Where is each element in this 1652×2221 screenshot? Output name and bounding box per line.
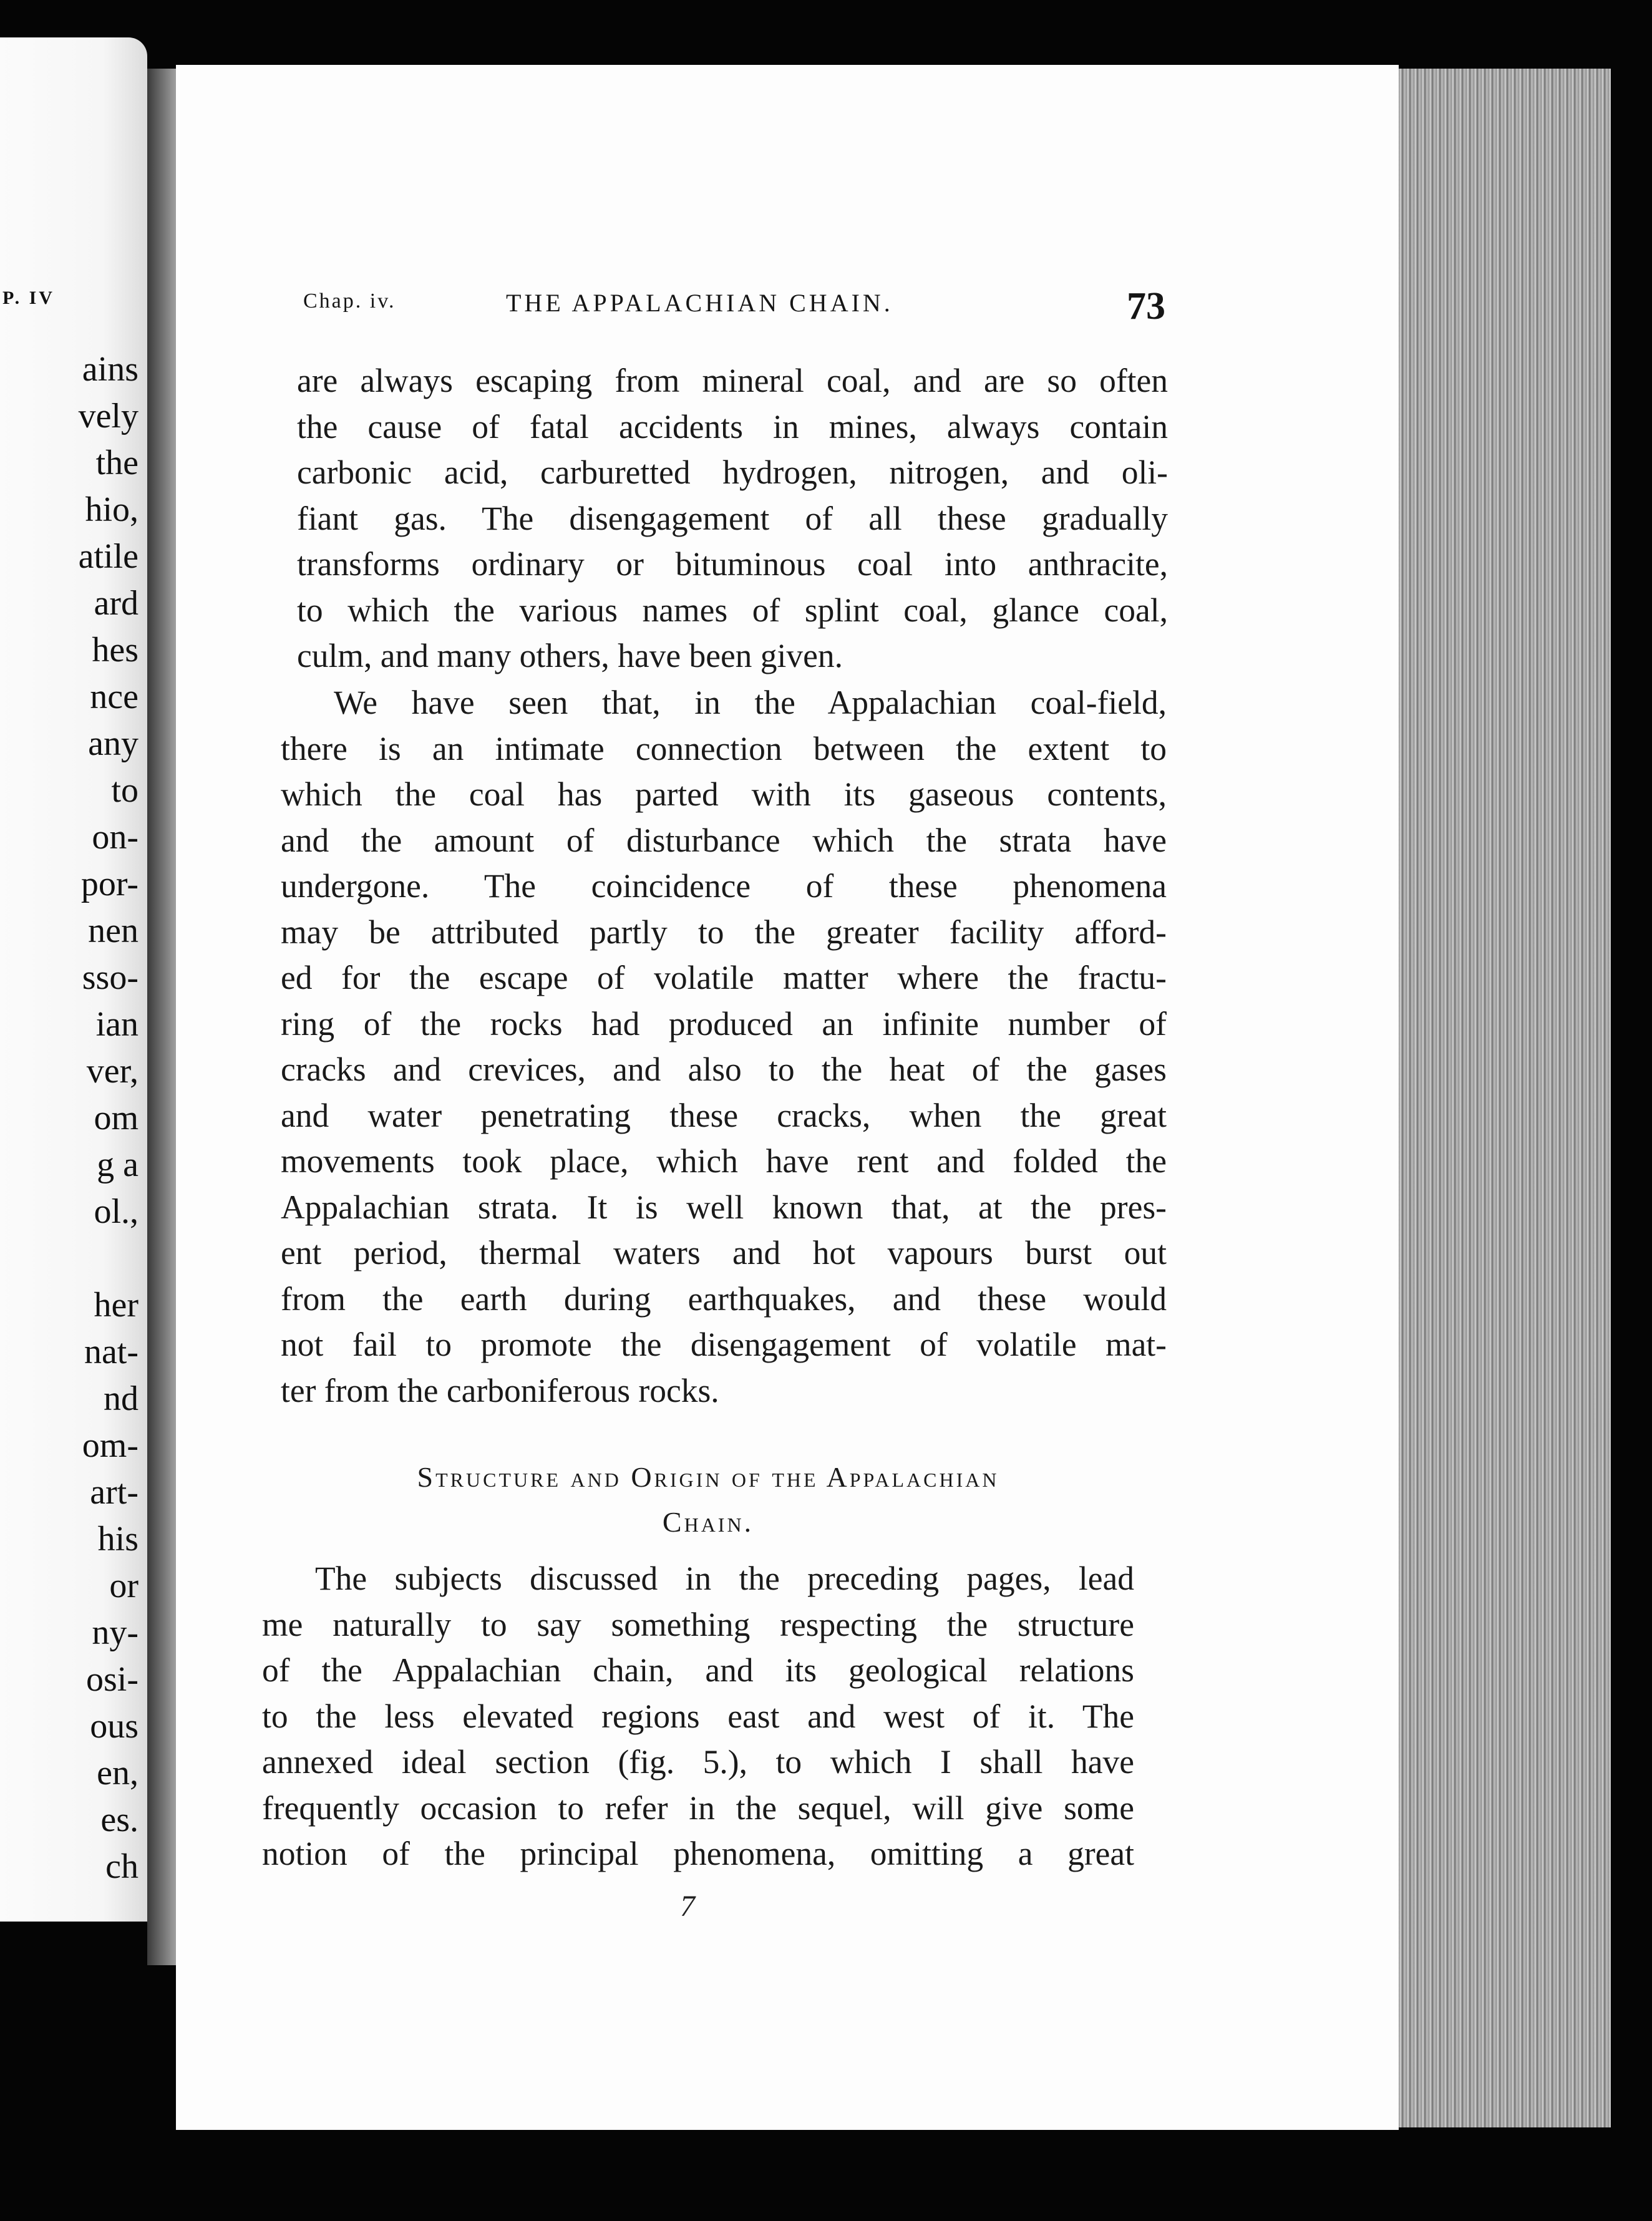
text-line: notion of the principal phenomena, omitting a great xyxy=(262,1835,1134,1872)
left-fragment: the xyxy=(95,444,138,482)
text-line: transforms ordinary or bituminous coal into anthracite, xyxy=(297,545,1168,583)
left-fragment: ch xyxy=(105,1847,138,1886)
left-fragment: osi- xyxy=(86,1660,138,1699)
text-line: fiant gas. The disengagement of all these gradually xyxy=(297,499,1168,537)
text-line: undergone. The coincidence of these phenomena xyxy=(281,867,1167,905)
text-line: cracks and crevices, and also to the heat of the gases xyxy=(281,1051,1167,1088)
text-line: movements took place, which have rent and folded the xyxy=(281,1142,1167,1180)
text-line: annexed ideal section (fig. 5.), to which I shall have xyxy=(262,1743,1134,1781)
left-fragment: ains xyxy=(82,350,138,389)
text-line: there is an intimate connection between the extent to xyxy=(281,729,1167,767)
left-fragment: om- xyxy=(82,1426,138,1465)
text-line: are always escaping from mineral coal, and are so often xyxy=(297,362,1168,399)
text-line: and water penetrating these cracks, when the great xyxy=(281,1096,1167,1134)
page-number: 73 xyxy=(1127,285,1165,328)
left-fragment: her xyxy=(94,1286,138,1324)
text-line: carbonic acid, carburetted hydrogen, nitrogen, and oli- xyxy=(297,454,1168,491)
text-line: We have seen that, in the Appalachian coal-field, xyxy=(334,684,1167,721)
left-fragment: om xyxy=(94,1099,138,1137)
left-fragment: sso- xyxy=(82,958,138,997)
text-line: not fail to promote the disengagement of volatile mat- xyxy=(281,1326,1167,1363)
left-running-head-fragment: P. IV xyxy=(2,288,55,308)
text-line: may be attributed partly to the greater facility afford- xyxy=(281,913,1167,951)
chapter-label: Chap. iv. xyxy=(303,289,396,313)
left-fragment: art- xyxy=(90,1473,138,1512)
left-fragment: por- xyxy=(80,865,138,903)
left-fragment: nd xyxy=(104,1379,138,1418)
left-fragment: g a xyxy=(97,1145,138,1184)
text-line: ring of the rocks had produced an infinite number of xyxy=(281,1004,1167,1042)
left-fragment: hio, xyxy=(85,490,138,529)
text-line: to the less elevated regions east and west of it. The xyxy=(262,1697,1134,1735)
paragraph-1 xyxy=(297,358,1168,679)
section-heading xyxy=(278,1455,1139,1545)
left-fragment: ny- xyxy=(92,1613,138,1652)
text-line: to which the various names of splint coal, glance coal, xyxy=(297,591,1168,629)
text-line: Appalachian strata. It is well known that, at the pres- xyxy=(281,1188,1167,1226)
left-fragment xyxy=(0,1235,147,1282)
text-line: ent period, thermal waters and hot vapours burst out xyxy=(281,1234,1167,1271)
running-title: THE APPALACHIAN CHAIN. xyxy=(506,289,893,317)
left-fragment: his xyxy=(97,1520,138,1558)
left-fragment: vely xyxy=(78,397,138,435)
text-line: and the amount of disturbance which the strata have xyxy=(281,821,1167,859)
section-heading-line-1: Structure and Origin of the Appalachian xyxy=(417,1461,999,1493)
left-fragment: or xyxy=(109,1567,138,1605)
text-line: from the earth during earthquakes, and these would xyxy=(281,1280,1167,1318)
text-line: the cause of fatal accidents in mines, always contain xyxy=(297,407,1168,445)
left-fragment: nen xyxy=(88,911,138,950)
text-line: me naturally to say something respecting the structure xyxy=(262,1605,1134,1643)
paragraph-3 xyxy=(262,1556,1134,1877)
left-fragment: ian xyxy=(95,1005,138,1044)
text-line: culm, and many others, have been given. xyxy=(297,637,843,674)
section-heading-line-2: Chain. xyxy=(662,1506,754,1538)
left-fragment: any xyxy=(88,724,138,763)
left-fragment: hes xyxy=(92,631,138,669)
left-fragment: ard xyxy=(94,584,138,623)
text-line: which the coal has parted with its gaseous contents, xyxy=(281,775,1167,813)
left-fragment: nce xyxy=(90,678,138,716)
left-fragment: ol., xyxy=(94,1192,138,1231)
paragraph-2 xyxy=(281,680,1167,1414)
left-fragment: en, xyxy=(97,1754,138,1792)
left-fragment: atile xyxy=(78,537,138,576)
left-fragment: es. xyxy=(100,1801,138,1839)
left-page-text-edge xyxy=(0,275,147,1890)
running-head xyxy=(303,284,1165,329)
left-fragment: on- xyxy=(92,818,138,857)
left-fragment: nat- xyxy=(84,1333,138,1371)
page-edges xyxy=(1399,69,1611,2127)
text-line: of the Appalachian chain, and its geological relations xyxy=(262,1651,1134,1689)
signature-mark: 7 xyxy=(680,1890,695,1923)
left-fragment: ver, xyxy=(86,1052,138,1091)
left-fragment: to xyxy=(111,771,138,810)
left-fragment: ous xyxy=(90,1707,138,1746)
text-line: The subjects discussed in the preceding pages, lead xyxy=(315,1560,1134,1597)
text-line: frequently occasion to refer in the sequel, will give some xyxy=(262,1789,1134,1827)
text-line: ter from the carboniferous rocks. xyxy=(281,1371,719,1409)
text-line: ed for the escape of volatile matter where the fractu- xyxy=(281,959,1167,996)
